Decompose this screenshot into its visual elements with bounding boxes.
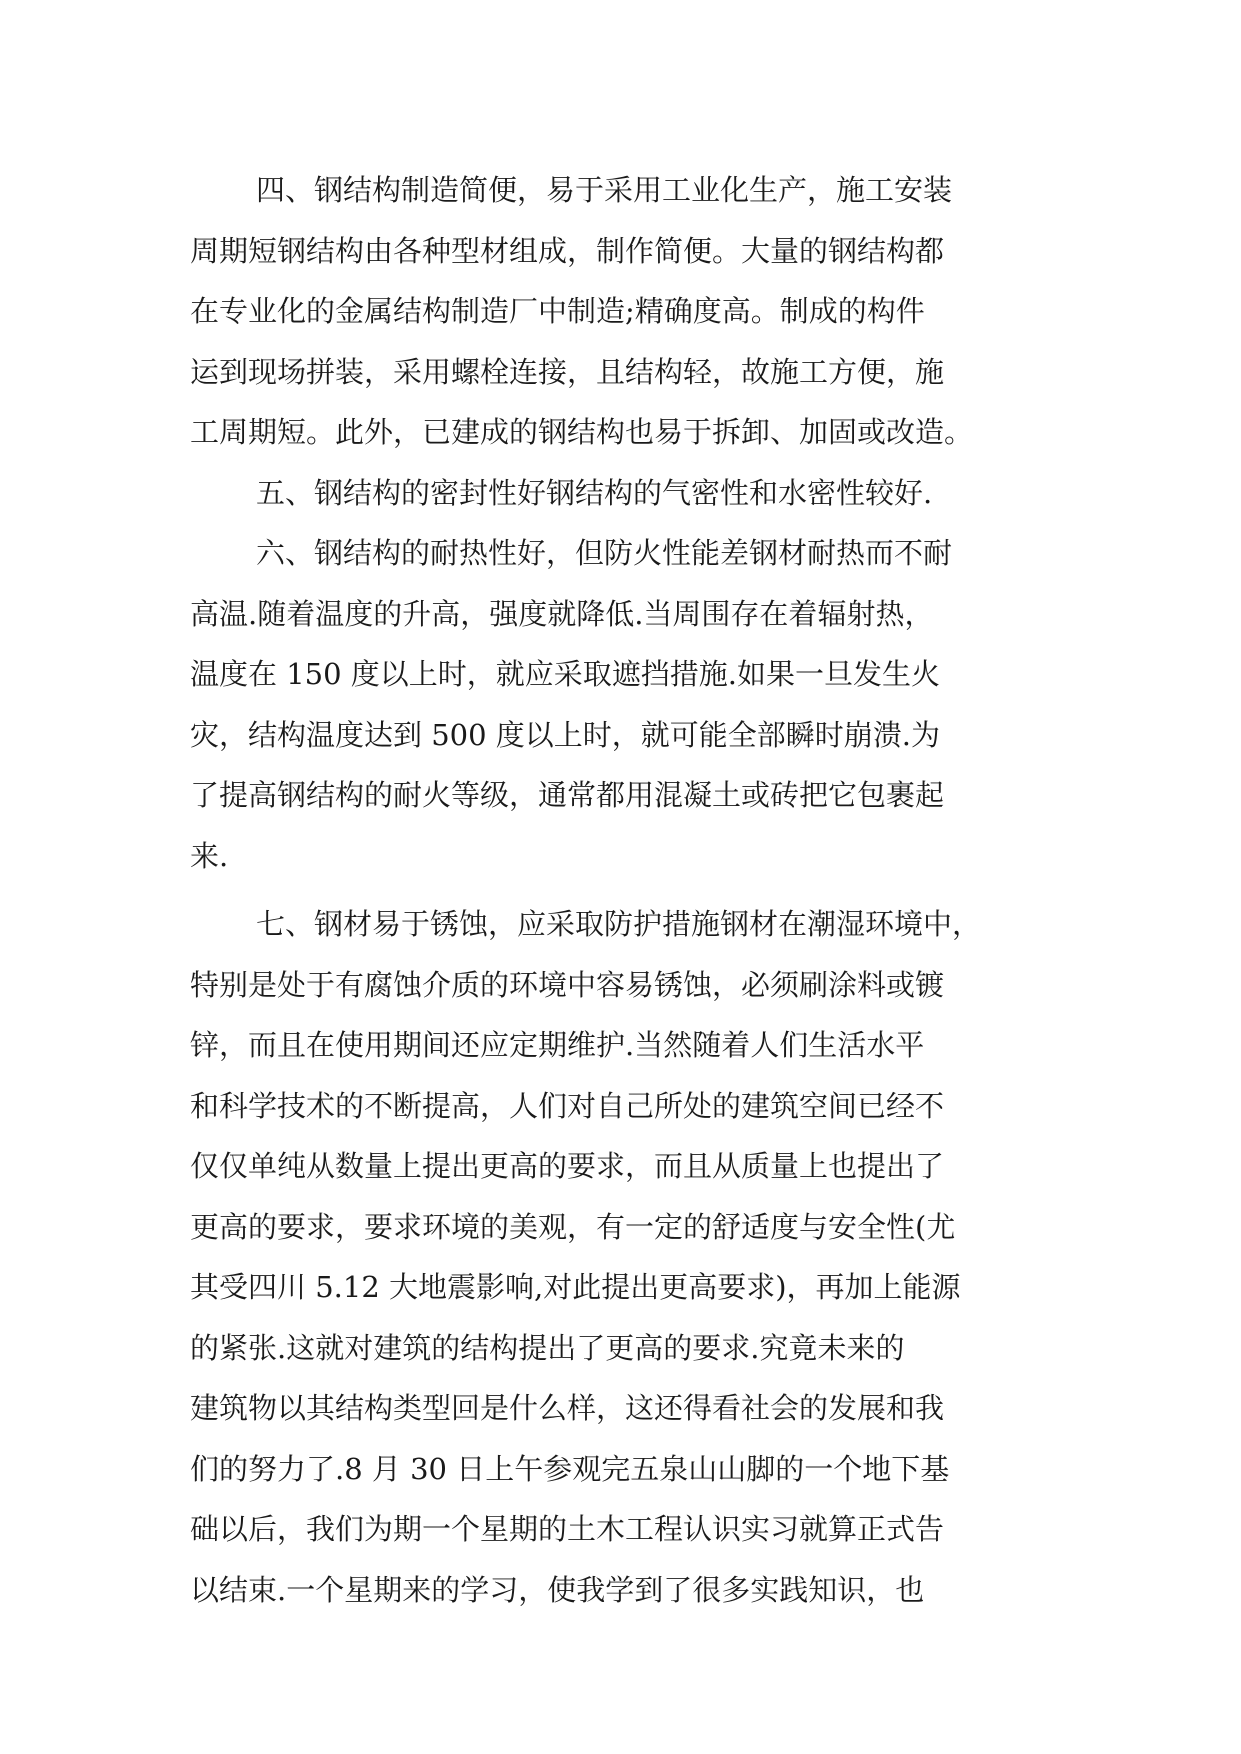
paragraph-line: 温度在 150 度以上时，就应采取遮挡措施.如果一旦发生火 bbox=[190, 657, 941, 691]
paragraph-line: 础以后，我们为期一个星期的土木工程认识实习就算正式告 bbox=[190, 1512, 945, 1546]
paragraph-line: 六、钢结构的耐热性好，但防火性能差钢材耐热而不耐 bbox=[256, 536, 953, 570]
paragraph-line: 了提高钢结构的耐火等级，通常都用混凝土或砖把它包裹起 bbox=[190, 778, 945, 812]
paragraph-line: 仅仅单纯从数量上提出更高的要求，而且从质量上也提出了 bbox=[190, 1149, 945, 1183]
paragraph-7 bbox=[190, 894, 1070, 1620]
paragraph-line: 建筑物以其结构类型回是什么样，这还得看社会的发展和我 bbox=[190, 1391, 945, 1425]
paragraph-5 bbox=[190, 463, 1070, 524]
paragraph-line: 以结束.一个星期来的学习，使我学到了很多实践知识，也 bbox=[190, 1572, 925, 1607]
paragraph-line: 灾，结构温度达到 500 度以上时，就可能全部瞬时崩溃.为 bbox=[190, 717, 941, 752]
paragraph-line: 周期短钢结构由各种型材组成，制作简便。大量的钢结构都 bbox=[190, 233, 945, 268]
paragraph-line: 运到现场拼装，采用螺栓连接，且结构轻，故施工方便，施 bbox=[190, 354, 945, 389]
paragraph-line: 四、钢结构制造简便，易于采用工业化生产，施工安装 bbox=[256, 173, 953, 207]
paragraph-spacer bbox=[190, 886, 1070, 894]
paragraph-line: 锌，而且在使用期间还应定期维护.当然随着人们生活水平 bbox=[190, 1028, 925, 1062]
body-text bbox=[190, 160, 1070, 1620]
paragraph-line: 来. bbox=[190, 838, 229, 873]
paragraph-line: 在专业化的金属结构制造厂中制造;精确度高。制成的构件 bbox=[190, 294, 925, 328]
paragraph-line: 的紧张.这就对建筑的结构提出了更高的要求.究竟未来的 bbox=[190, 1330, 905, 1365]
paragraph-line: 高温.随着温度的升高，强度就降低.当周围存在着辐射热， bbox=[190, 596, 934, 631]
paragraph-4 bbox=[190, 160, 1070, 463]
paragraph-line: 五、钢结构的密封性好钢结构的气密性和水密性较好. bbox=[256, 475, 933, 510]
paragraph-line: 更高的要求，要求环境的美观，有一定的舒适度与安全性(尤 bbox=[190, 1209, 956, 1244]
paragraph-line: 们的努力了.8 月 30 日上午参观完五泉山山脚的一个地下基 bbox=[190, 1451, 950, 1486]
paragraph-line: 其受四川 5.12 大地震影响,对此提出更高要求)，再加上能源 bbox=[190, 1270, 961, 1304]
paragraph-line: 七、钢材易于锈蚀，应采取防护措施钢材在潮湿环境中， bbox=[256, 907, 982, 941]
paragraph-6 bbox=[190, 523, 1070, 886]
paragraph-line: 和科学技术的不断提高，人们对自己所处的建筑空间已经不 bbox=[190, 1088, 945, 1123]
paragraph-line: 工周期短。此外，已建成的钢结构也易于拆卸、加固或改造。 bbox=[190, 415, 974, 449]
paragraph-line: 特别是处于有腐蚀介质的环境中容易锈蚀，必须刷涂料或镀 bbox=[190, 967, 945, 1002]
